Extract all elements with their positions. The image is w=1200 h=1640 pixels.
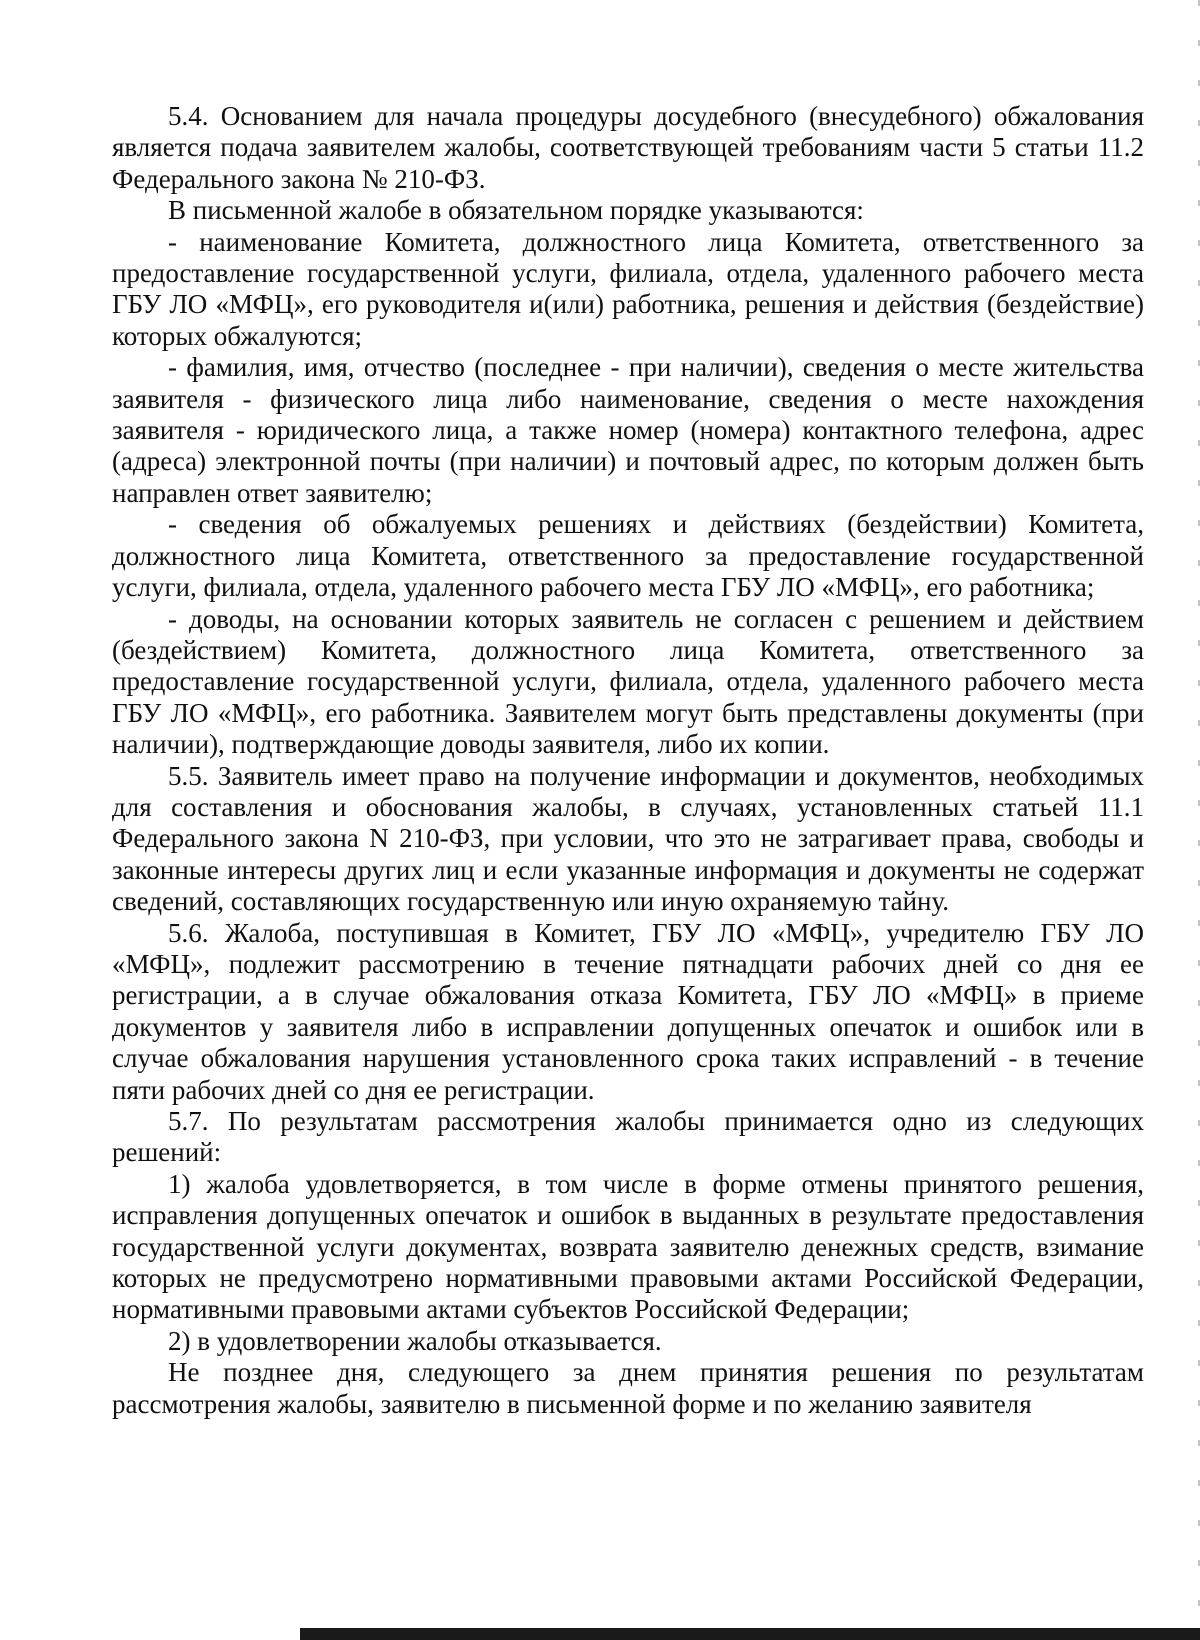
list-item-name-of-committee: - наименование Комитета, должностного лица Комитета, ответственного за предоставление государственной услуги, филиала, отдела, удаленного рабочего места ГБУ ЛО «МФЦ», его руководителя и(или) работника, решения и действия (бездействие) которых обжалуются; bbox=[112, 226, 1144, 351]
list-item-arguments: - доводы, на основании которых заявитель не согласен с решением и действием (бездействием) Комитета, должностного лица Комитета, ответственного за предоставление государственной услуги, филиала, отдела, удаленного рабочего места ГБУ ЛО «МФЦ», его работника. Заявителем могут быть представлены документы (при наличии), подтверждающие доводы заявителя, либо их копии. bbox=[112, 603, 1144, 760]
list-item-appealed-decisions: - сведения об обжалуемых решениях и действиях (бездействии) Комитета, должностного лица Комитета, ответственного за предоставление государственной услуги, филиала, отдела, удаленного рабочего места ГБУ ЛО «МФЦ», его работника; bbox=[112, 509, 1144, 603]
decision-item-2: 2) в удовлетворении жалобы отказывается. bbox=[168, 1325, 662, 1356]
scan-bottom-edge bbox=[300, 1628, 1200, 1640]
paragraph-complaint-intro: В письменной жалобе в обязательном порядке указываются: bbox=[168, 195, 864, 226]
document-page bbox=[112, 101, 1144, 1420]
list-item-applicant-details: - фамилия, имя, отчество (последнее - при наличии), сведения о месте жительства заявителя - физического лица либо наименование, сведения о месте нахождения заявителя - юридического лица, а также номер (номера) контактного телефона, адрес (адреса) электронной почты (при наличии) и почтовый адрес, по которым должен быть направлен ответ заявителю; bbox=[112, 352, 1144, 508]
paragraph-final: Не позднее дня, следующего за днем принятия решения по результатам рассмотрения жалобы, заявителю в письменной форме и по желанию заявителя bbox=[112, 1357, 1144, 1419]
paragraph-5-6: 5.6. Жалоба, поступившая в Комитет, ГБУ ЛО «МФЦ», учредителю ГБУ ЛО «МФЦ», подлежит рассмотрению в течение пятнадцати рабочих дней со дня ее регистрации, а в случае обжалования отказа Комитета, ГБУ ЛО «МФЦ» в приеме документов у заявителя либо в исправлении допущенных опечаток и ошибок или в случае обжалования нарушения установленного срока таких исправлений - в течение пяти рабочих дней со дня ее регистрации. bbox=[112, 917, 1144, 1105]
decision-item-1: 1) жалоба удовлетворяется, в том числе в форме отмены принятого решения, исправления допущенных опечаток и ошибок в выданных в результате предоставления государственной услуги документах, возврата заявителю денежных средств, взимание которых не предусмотрено нормативными правовыми актами Российской Федерации, нормативными правовыми актами субъектов Российской Федерации; bbox=[112, 1168, 1144, 1325]
paragraph-5-4: 5.4. Основанием для начала процедуры досудебного (внесудебного) обжалования является подача заявителем жалобы, соответствующей требованиям части 5 статьи 11.2 Федерального закона № 210-ФЗ. bbox=[112, 101, 1144, 194]
paragraph-5-5: 5.5. Заявитель имеет право на получение информации и документов, необходимых для составления и обоснования жалобы, в случаях, установленных статьей 11.1 Федерального закона N 210-ФЗ, при условии, что это не затрагивает права, свободы и законные интересы других лиц и если указанные информация и документы не содержат сведений, составляющих государственную или иную охраняемую тайну. bbox=[112, 760, 1144, 917]
paragraph-5-7: 5.7. По результатам рассмотрения жалобы принимается одно из следующих решений: bbox=[112, 1106, 1144, 1168]
